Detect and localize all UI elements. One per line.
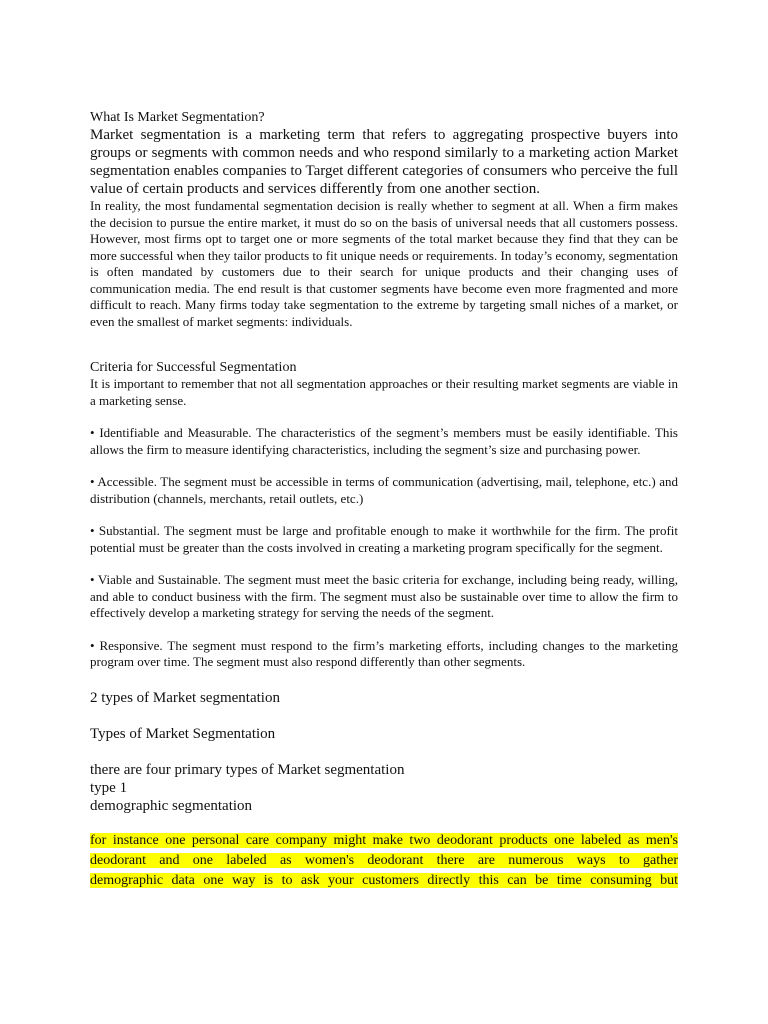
- document-page: [90, 110, 678, 891]
- criteria-item-responsive: • Responsive. The segment must respond to the firm’s marketing efforts, including changes to the marketing program over time. The segment must also respond differently than other segments.: [90, 637, 678, 669]
- criteria-item-substantial: • Substantial. The segment must be large and profitable enough to make it worthwhile for the firm. The profit potential must be greater than the costs involved in creating a marketing program specifically for the segment.: [90, 523, 678, 555]
- section-title-criteria: Criteria for Successful Segmentation: [90, 360, 297, 375]
- line-demographic: demographic segmentation: [90, 797, 253, 814]
- criteria-item-identifiable: • Identifiable and Measurable. The characteristics of the segment’s members must be easily identifiable. This allows the firm to measure identifying characteristics, including the segment’s size and purchasing power.: [90, 425, 678, 457]
- paragraph-reality: In reality, the most fundamental segmentation decision is really whether to segment at all. When a firm makes the decision to pursue the entire market, it must do so on the basis of universal needs that all customers possess. However, most firms opt to target one or more segments of the total market because they find that they can be more successful when they tailor products to fit unique needs or requirements. In today’s economy, segmentation is often mandated by customers due to their search for unique products and their changing uses of communication media. The end result is that customer segments have become even more fragmented and more difficult to reach. Many firms today take segmentation to the extreme by targeting small niches of a market, or even the smallest of market segments: individuals.: [90, 198, 678, 329]
- highlight-line-1: for instance one personal care company might make two deodorant products one labeled as men's: [90, 832, 678, 848]
- criteria-item-accessible: • Accessible. The segment must be accessible in terms of communication (advertising, mail, telephone, etc.) and distribution (channels, merchants, retail outlets, etc.): [90, 474, 678, 506]
- line-four-primary-types: there are four primary types of Market segmentation: [90, 761, 405, 778]
- line-type-1: type 1: [90, 779, 128, 796]
- paragraph-criteria-intro: It is important to remember that not all segmentation approaches or their resulting market segments are viable in a marketing sense.: [90, 376, 678, 408]
- paragraph-intro: Market segmentation is a marketing term that refers to aggregating prospective buyers into groups or segments with common needs and who respond similarly to a marketing action Market segmentation enables companies to Target different categories of consumers who perceive the full value of certain products and services differently from one another section.: [90, 127, 678, 197]
- highlight-line-3: demographic data one way is to ask your customers directly this can be time consuming but: [90, 872, 678, 888]
- heading-2-types: 2 types of Market segmentation: [90, 689, 280, 706]
- highlight-line-2: deodorant and one labeled as women's deodorant there are numerous ways to gather: [90, 852, 678, 868]
- section-title-what-is: What Is Market Segmentation?: [90, 110, 265, 125]
- criteria-item-viable: • Viable and Sustainable. The segment must meet the basic criteria for exchange, including being ready, willing, and able to conduct business with the firm. The segment must also be sustainable over time to allow the firm to effectively develop a marketing strategy for serving the needs of the segment.: [90, 572, 678, 620]
- heading-types: Types of Market Segmentation: [90, 725, 276, 742]
